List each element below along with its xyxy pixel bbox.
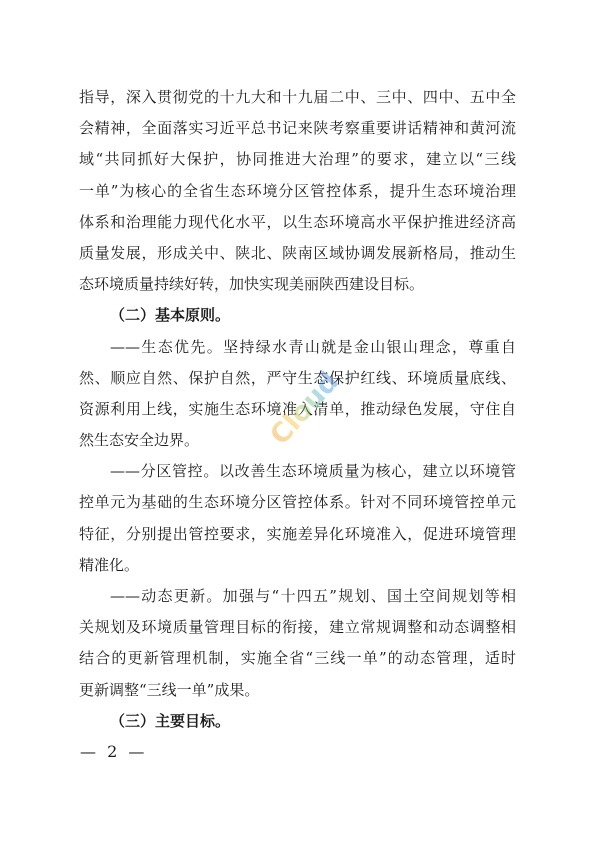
text-line: 态环境质量持续好转，加快实现美丽陕西建设目标。 <box>79 275 425 294</box>
text-line: 域“共同抓好大保护，协同推进大治理”的要求，建立以“三线 <box>79 150 516 169</box>
text-line: 会精神，全面落实习近平总书记来陕考察重要讲话精神和黄河流 <box>79 119 516 138</box>
text-line: 体系和治理能力现代化水平，以生态环境高水平保护推进经济高 <box>79 212 516 231</box>
text-line: 更新调整“三线一单”成果。 <box>79 680 260 699</box>
text-line: 资源利用上线，实施生态环境准入清单，推动绿色发展，守住自 <box>79 399 516 418</box>
text-line: 质量发展，形成关中、陕北、陕南区域协调发展新格局，推动生 <box>79 243 516 262</box>
page-number: — 2 — <box>80 742 148 761</box>
text-line: ——分区管控。以改善生态环境质量为核心，建立以环境管 <box>110 462 516 481</box>
document-body <box>79 82 516 737</box>
watermark-text: Cloud <box>264 366 345 452</box>
section-heading-main-targets: （三）主要目标。 <box>110 711 231 730</box>
text-line: 指导，深入贯彻党的十九大和十九届二中、三中、四中、五中全 <box>79 88 516 106</box>
text-line: ——动态更新。加强与“十四五”规划、国土空间规划等相 <box>110 587 516 605</box>
paragraph-dynamic-update <box>79 581 516 706</box>
text-line: 关规划及环境质量管理目标的衔接，建立常规调整和动态调整相 <box>79 618 516 637</box>
text-line: ——生态优先。坚持绿水青山就是金山银山理念，尊重自 <box>110 337 516 356</box>
text-line: 结合的更新管理机制，实施全省“三线一单”的动态管理，适时 <box>79 649 516 668</box>
paragraph-zoned-control <box>79 456 516 581</box>
text-line: 精准化。 <box>79 555 140 574</box>
text-line: 然生态安全边界。 <box>79 431 200 450</box>
paragraph-guiding-ideology <box>79 82 516 300</box>
section-heading-basic-principles: （二）基本原则。 <box>110 306 231 325</box>
text-line: 然、顺应自然、保护自然，严守生态保护红线、环境质量底线、 <box>79 368 516 387</box>
text-line: 一单”为核心的全省生态环境分区管控体系，提升生态环境治理 <box>79 181 516 200</box>
text-line: 控单元为基础的生态环境分区管控体系。针对不同环境管控单元 <box>79 493 516 512</box>
paragraph-ecology-first <box>79 332 516 457</box>
text-line: 特征，分别提出管控要求，实施差异化环境准入，促进环境管理 <box>79 524 516 543</box>
